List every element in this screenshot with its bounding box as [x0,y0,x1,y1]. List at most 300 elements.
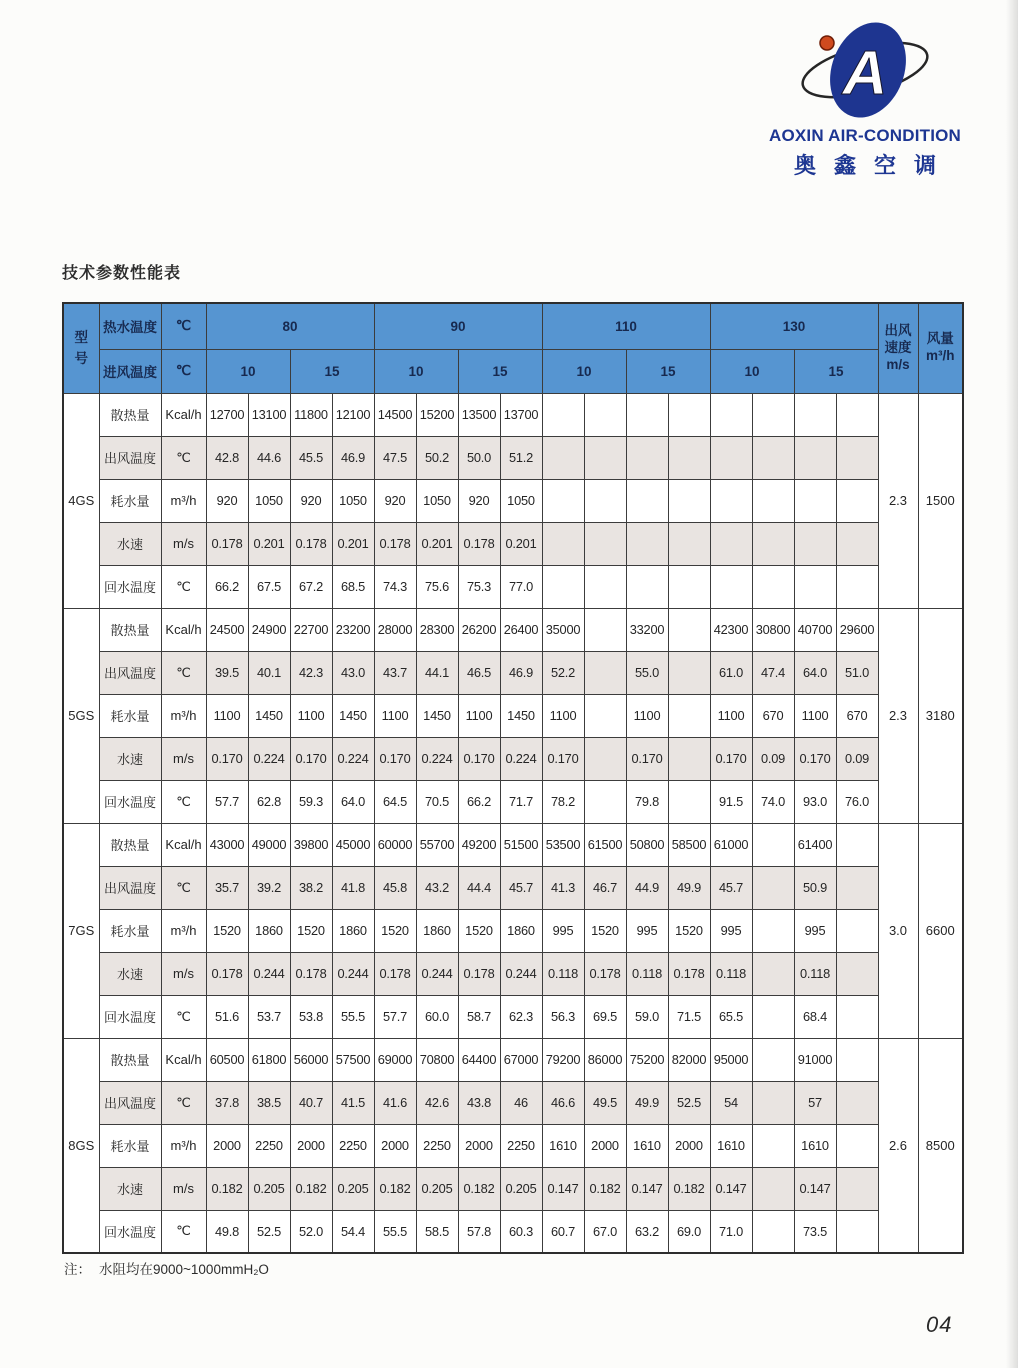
data-cell: 26400 [500,608,542,651]
data-cell: 995 [626,909,668,952]
data-cell: 40700 [794,608,836,651]
data-cell [626,565,668,608]
data-cell: 920 [458,479,500,522]
data-cell: 91.5 [710,780,752,823]
data-cell [794,522,836,565]
data-cell [710,522,752,565]
data-cell: 43.0 [332,651,374,694]
data-cell: 0.244 [248,952,290,995]
data-cell: 75.6 [416,565,458,608]
data-cell: 920 [290,479,332,522]
row-label: 耗水量 [99,694,161,737]
data-cell: 37.8 [206,1081,248,1124]
data-cell: 53500 [542,823,584,866]
data-cell [836,995,878,1038]
row-unit: ℃ [161,651,206,694]
data-cell: 0.205 [248,1167,290,1210]
data-cell: 0.182 [290,1167,332,1210]
data-cell [752,436,794,479]
row-label: 散热量 [99,1038,161,1081]
data-cell: 60500 [206,1038,248,1081]
data-cell [836,866,878,909]
data-cell: 50.0 [458,436,500,479]
data-cell: 71.7 [500,780,542,823]
data-cell: 2000 [584,1124,626,1167]
data-cell: 1860 [248,909,290,952]
spec-table-head [63,303,963,393]
data-cell: 68.4 [794,995,836,1038]
data-cell: 39.2 [248,866,290,909]
data-cell: 0.118 [710,952,752,995]
data-cell: 1450 [500,694,542,737]
data-cell: 33200 [626,608,668,651]
data-cell: 1610 [710,1124,752,1167]
data-cell: 60.0 [416,995,458,1038]
data-cell: 52.5 [248,1210,290,1253]
data-cell: 1100 [710,694,752,737]
data-cell: 28000 [374,608,416,651]
data-cell [584,565,626,608]
data-cell: 15200 [416,393,458,436]
data-cell: 55700 [416,823,458,866]
data-cell: 69000 [374,1038,416,1081]
data-cell [752,1081,794,1124]
data-cell: 52.0 [290,1210,332,1253]
data-cell: 0.09 [752,737,794,780]
data-cell: 0.118 [542,952,584,995]
data-cell: 0.170 [626,737,668,780]
data-cell [584,608,626,651]
aoxin-logo [756,16,974,180]
data-cell: 54 [710,1081,752,1124]
row-unit: m³/h [161,909,206,952]
data-cell [542,479,584,522]
row-5GS-2 [63,694,963,737]
data-cell [752,393,794,436]
header-row-2 [63,349,963,393]
data-cell: 0.170 [206,737,248,780]
data-cell [542,565,584,608]
row-label: 回水温度 [99,780,161,823]
data-cell [584,780,626,823]
data-cell: 0.118 [794,952,836,995]
data-cell: 79.8 [626,780,668,823]
data-cell: 1520 [374,909,416,952]
data-cell: 42.3 [290,651,332,694]
data-cell: 1610 [794,1124,836,1167]
data-cell: 68.5 [332,565,374,608]
model-cell-8GS: 8GS [63,1038,99,1253]
row-8GS-3 [63,1167,963,1210]
data-cell [710,393,752,436]
data-cell: 57 [794,1081,836,1124]
row-7GS-1 [63,866,963,909]
row-unit: ℃ [161,1081,206,1124]
data-cell: 23200 [332,608,374,651]
data-cell [584,737,626,780]
data-cell: 46.9 [500,651,542,694]
data-cell: 46.5 [458,651,500,694]
data-cell: 77.0 [500,565,542,608]
inlet-temp-90-10: 10 [374,349,458,393]
data-cell: 60.7 [542,1210,584,1253]
data-cell: 60000 [374,823,416,866]
data-cell: 0.178 [374,522,416,565]
data-cell: 91000 [794,1038,836,1081]
data-cell [584,694,626,737]
data-cell: 52.5 [668,1081,710,1124]
data-cell: 50800 [626,823,668,866]
data-cell [752,1038,794,1081]
data-cell: 670 [836,694,878,737]
air-volume-value-8GS: 8500 [918,1038,963,1253]
data-cell [668,522,710,565]
row-label: 回水温度 [99,995,161,1038]
data-cell [752,952,794,995]
outlet-speed-value-8GS: 2.6 [878,1038,918,1253]
data-cell: 75200 [626,1038,668,1081]
data-cell [836,565,878,608]
data-cell [836,1167,878,1210]
row-unit: m/s [161,952,206,995]
air-volume-value-5GS: 3180 [918,608,963,823]
data-cell: 46 [500,1081,542,1124]
data-cell: 28300 [416,608,458,651]
data-cell [836,436,878,479]
data-cell [836,1124,878,1167]
data-cell [668,479,710,522]
data-cell: 1100 [542,694,584,737]
data-cell: 40.7 [290,1081,332,1124]
data-cell: 0.147 [542,1167,584,1210]
data-cell: 12700 [206,393,248,436]
data-cell: 49.8 [206,1210,248,1253]
data-cell [584,393,626,436]
data-cell: 0.09 [836,737,878,780]
inlet-temp-80-10: 10 [206,349,290,393]
note-text: 水阻均在9000~1000mmH₂O [99,1262,269,1277]
data-cell: 45.7 [500,866,542,909]
data-cell: 38.5 [248,1081,290,1124]
row-unit: ℃ [161,995,206,1038]
data-cell: 0.170 [374,737,416,780]
data-cell [626,393,668,436]
row-8GS-1 [63,1081,963,1124]
data-cell [584,522,626,565]
data-cell: 55.0 [626,651,668,694]
data-cell: 1100 [458,694,500,737]
data-cell: 1450 [332,694,374,737]
data-cell: 67000 [500,1038,542,1081]
outlet-speed-header [878,303,918,393]
data-cell: 0.170 [794,737,836,780]
data-cell: 74.3 [374,565,416,608]
row-label: 出风温度 [99,436,161,479]
row-label: 出风温度 [99,866,161,909]
data-cell: 1610 [542,1124,584,1167]
data-cell [752,1210,794,1253]
data-cell: 0.182 [458,1167,500,1210]
data-cell: 86000 [584,1038,626,1081]
data-cell: 54.4 [332,1210,374,1253]
water-temp-110: 110 [542,303,710,349]
data-cell: 0.201 [248,522,290,565]
data-cell: 74.0 [752,780,794,823]
row-5GS-4 [63,780,963,823]
data-cell: 0.147 [794,1167,836,1210]
data-cell: 58.5 [416,1210,458,1253]
data-cell [710,479,752,522]
data-cell: 13100 [248,393,290,436]
data-cell: 0.201 [500,522,542,565]
data-cell: 73.5 [794,1210,836,1253]
air-volume-label: 风量 [926,331,954,347]
data-cell: 1050 [332,479,374,522]
data-cell [542,522,584,565]
row-unit: Kcal/h [161,823,206,866]
data-cell: 2250 [332,1124,374,1167]
data-cell: 52.2 [542,651,584,694]
data-cell: 47.5 [374,436,416,479]
data-cell: 2000 [206,1124,248,1167]
scan-edge-shadow [1006,0,1018,1368]
data-cell [752,1124,794,1167]
data-cell: 1100 [206,694,248,737]
data-cell: 0.182 [668,1167,710,1210]
inlet-temp-80-15: 15 [290,349,374,393]
data-cell: 41.8 [332,866,374,909]
spec-table-body [63,393,963,1253]
data-cell: 53.7 [248,995,290,1038]
data-cell: 30800 [752,608,794,651]
data-cell: 55.5 [332,995,374,1038]
model-column-header [63,303,99,393]
data-cell: 58500 [668,823,710,866]
data-cell: 71.0 [710,1210,752,1253]
data-cell: 93.0 [794,780,836,823]
data-cell [836,1210,878,1253]
data-cell: 58.7 [458,995,500,1038]
air-volume-value-7GS: 6600 [918,823,963,1038]
logo-mark [785,16,945,124]
data-cell: 0.147 [710,1167,752,1210]
data-cell: 2000 [374,1124,416,1167]
row-unit: m³/h [161,479,206,522]
data-cell: 51500 [500,823,542,866]
data-cell: 0.224 [500,737,542,780]
air-volume-unit: m³/h [926,348,955,364]
data-cell: 64.0 [794,651,836,694]
data-cell [794,393,836,436]
data-cell: 26200 [458,608,500,651]
data-cell: 45.5 [290,436,332,479]
data-cell: 70.5 [416,780,458,823]
page-title: 技术参数性能表 [62,265,182,282]
row-8GS-0 [63,1038,963,1081]
data-cell: 49.9 [626,1081,668,1124]
data-cell: 41.5 [332,1081,374,1124]
data-cell: 45.7 [710,866,752,909]
data-cell: 40.1 [248,651,290,694]
data-cell: 0.178 [290,952,332,995]
data-cell: 0.147 [626,1167,668,1210]
inlet-temp-130-15: 15 [794,349,878,393]
data-cell: 0.244 [416,952,458,995]
row-label: 散热量 [99,823,161,866]
data-cell [836,393,878,436]
row-5GS-1 [63,651,963,694]
row-4GS-0 [63,393,963,436]
data-cell: 2000 [458,1124,500,1167]
note [64,1258,269,1278]
data-cell: 0.178 [584,952,626,995]
row-unit: m/s [161,522,206,565]
row-label: 散热量 [99,393,161,436]
row-label: 耗水量 [99,479,161,522]
data-cell: 57.8 [458,1210,500,1253]
data-cell: 49.5 [584,1081,626,1124]
data-cell [752,1167,794,1210]
data-cell [584,436,626,479]
data-cell: 1860 [332,909,374,952]
row-label: 回水温度 [99,1210,161,1253]
data-cell [668,608,710,651]
data-cell: 0.170 [290,737,332,780]
inlet-temp-90-15: 15 [458,349,542,393]
data-cell: 45.8 [374,866,416,909]
page-number: 04 [926,1312,953,1337]
data-cell: 0.224 [416,737,458,780]
data-cell: 0.118 [626,952,668,995]
data-cell: 1050 [416,479,458,522]
data-cell: 1520 [458,909,500,952]
data-cell: 920 [374,479,416,522]
data-cell: 75.3 [458,565,500,608]
outlet-speed-value-5GS: 2.3 [878,608,918,823]
data-cell: 57.7 [374,995,416,1038]
data-cell: 24900 [248,608,290,651]
data-cell: 0.182 [374,1167,416,1210]
data-cell: 67.5 [248,565,290,608]
data-cell: 61.0 [710,651,752,694]
model-column-label: 型号 [74,329,88,367]
data-cell: 57.7 [206,780,248,823]
data-cell: 69.0 [668,1210,710,1253]
data-cell: 0.205 [332,1167,374,1210]
data-cell: 62.8 [248,780,290,823]
row-label: 回水温度 [99,565,161,608]
logo-text-en: AOXIN AIR-CONDITION [768,126,962,145]
data-cell [584,651,626,694]
data-cell: 39.5 [206,651,248,694]
row-8GS-4 [63,1210,963,1253]
data-cell: 61800 [248,1038,290,1081]
data-cell: 44.9 [626,866,668,909]
data-cell [752,909,794,952]
data-cell: 2250 [416,1124,458,1167]
row-5GS-0 [63,608,963,651]
data-cell: 995 [794,909,836,952]
data-cell [668,436,710,479]
model-cell-7GS: 7GS [63,823,99,1038]
data-cell: 43.7 [374,651,416,694]
data-cell: 64.5 [374,780,416,823]
data-cell [794,479,836,522]
data-cell: 1050 [500,479,542,522]
data-cell [752,823,794,866]
row-unit: m³/h [161,694,206,737]
data-cell: 1860 [416,909,458,952]
outlet-speed-value-7GS: 3.0 [878,823,918,1038]
water-temp-90: 90 [374,303,542,349]
data-cell: 66.2 [458,780,500,823]
data-cell: 2000 [668,1124,710,1167]
row-4GS-2 [63,479,963,522]
data-cell: 0.170 [542,737,584,780]
data-cell [668,737,710,780]
data-cell [794,436,836,479]
row-unit: Kcal/h [161,393,206,436]
data-cell [542,393,584,436]
data-cell: 995 [710,909,752,952]
row-label: 出风温度 [99,651,161,694]
data-cell: 43.2 [416,866,458,909]
data-cell: 63.2 [626,1210,668,1253]
data-cell: 55.5 [374,1210,416,1253]
data-cell [626,436,668,479]
row-unit: m³/h [161,1124,206,1167]
data-cell: 22700 [290,608,332,651]
data-cell: 0.178 [458,522,500,565]
data-cell: 0.201 [416,522,458,565]
row-8GS-2 [63,1124,963,1167]
data-cell: 64.0 [332,780,374,823]
row-label: 水速 [99,952,161,995]
data-cell: 0.244 [332,952,374,995]
note-label: 注： [64,1262,91,1277]
data-cell: 38.2 [290,866,332,909]
row-7GS-4 [63,995,963,1038]
row-unit: ℃ [161,1210,206,1253]
row-label: 散热量 [99,608,161,651]
data-cell: 50.9 [794,866,836,909]
data-cell: 0.178 [458,952,500,995]
header-row-1 [63,303,963,349]
inlet-air-temp-unit: ℃ [161,349,206,393]
data-cell [668,651,710,694]
data-cell: 0.224 [248,737,290,780]
spec-table [62,302,964,1254]
data-cell: 920 [206,479,248,522]
row-unit: Kcal/h [161,1038,206,1081]
row-4GS-1 [63,436,963,479]
data-cell: 44.4 [458,866,500,909]
data-cell [626,522,668,565]
water-temp-130: 130 [710,303,878,349]
row-4GS-4 [63,565,963,608]
row-4GS-3 [63,522,963,565]
data-cell [542,436,584,479]
data-cell: 61400 [794,823,836,866]
data-cell: 13700 [500,393,542,436]
data-cell: 1520 [668,909,710,952]
data-cell [710,565,752,608]
data-cell: 0.224 [332,737,374,780]
data-cell: 47.4 [752,651,794,694]
data-cell: 995 [542,909,584,952]
data-cell [710,436,752,479]
data-cell: 0.178 [290,522,332,565]
